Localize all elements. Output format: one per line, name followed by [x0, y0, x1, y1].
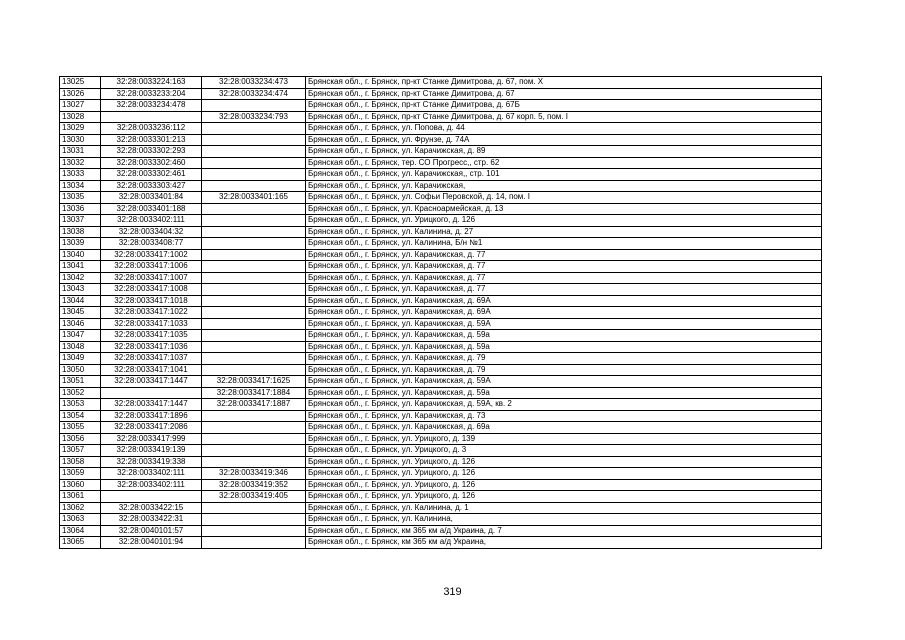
- cadastral-number-cell: 32:28:0033417:1041: [101, 364, 202, 376]
- address-cell: Брянская обл., г. Брянск, ул. Карачижская, д. 89: [306, 146, 822, 158]
- record-number-cell: 13030: [60, 134, 101, 146]
- record-number-cell: 13051: [60, 376, 101, 388]
- cadastral-number-cell: 32:28:0033233:204: [101, 88, 202, 100]
- record-number-cell: 13041: [60, 261, 101, 273]
- cadastral-number-cell: 32:28:0033417:1007: [101, 272, 202, 284]
- table-row: [60, 180, 822, 192]
- cadastral-number-cell: 32:28:0033417:1033: [101, 318, 202, 330]
- cadastral-number-cell: 32:28:0033417:1022: [101, 307, 202, 319]
- related-cadastral-number-cell: [202, 100, 306, 112]
- related-cadastral-number-cell: [202, 284, 306, 296]
- address-cell: Брянская обл., г. Брянск, км 365 км а/д Украина, д. 7: [306, 525, 822, 537]
- cadastral-number-cell: 32:28:0033417:1037: [101, 353, 202, 365]
- cadastral-number-cell: 32:28:0033422:31: [101, 514, 202, 526]
- related-cadastral-number-cell: [202, 169, 306, 181]
- table-row: [60, 491, 822, 503]
- related-cadastral-number-cell: [202, 134, 306, 146]
- address-cell: Брянская обл., г. Брянск, ул. Карачижская, д. 79: [306, 353, 822, 365]
- page-number: 319: [443, 586, 462, 598]
- cadastral-number-cell: 32:28:0033417:1447: [101, 376, 202, 388]
- address-cell: Брянская обл., г. Брянск, ул. Урицкого, д. 126: [306, 479, 822, 491]
- table-row: [60, 433, 822, 445]
- address-cell: Брянская обл., г. Брянск, ул. Калинина, д. 1: [306, 502, 822, 514]
- cadastral-number-cell: 32:28:0033302:461: [101, 169, 202, 181]
- record-number-cell: 13043: [60, 284, 101, 296]
- related-cadastral-number-cell: [202, 203, 306, 215]
- address-cell: Брянская обл., г. Брянск, ул. Калинина,: [306, 514, 822, 526]
- address-cell: Брянская обл., г. Брянск, ул. Карачижская, д. 77: [306, 261, 822, 273]
- table-row: [60, 410, 822, 422]
- record-number-cell: 13029: [60, 123, 101, 135]
- registry-table: [59, 76, 822, 549]
- address-cell: Брянская обл., г. Брянск, ул. Карачижская, д. 79: [306, 364, 822, 376]
- record-number-cell: 13044: [60, 295, 101, 307]
- address-cell: Брянская обл., г. Брянск, пр-кт Станке Димитрова, д. 67 корп. 5, пом. I: [306, 111, 822, 123]
- table-row: [60, 387, 822, 399]
- table-row: [60, 146, 822, 158]
- related-cadastral-number-cell: 32:28:0033417:1887: [202, 399, 306, 411]
- address-cell: Брянская обл., г. Брянск, ул. Карачижская, д. 59А: [306, 376, 822, 388]
- address-cell: Брянская обл., г. Брянск, ул. Карачижская, д. 59А, кв. 2: [306, 399, 822, 411]
- address-cell: Брянская обл., г. Брянск, ул. Карачижская, д. 59а: [306, 387, 822, 399]
- related-cadastral-number-cell: [202, 226, 306, 238]
- table-row: [60, 238, 822, 250]
- record-number-cell: 13048: [60, 341, 101, 353]
- record-number-cell: 13060: [60, 479, 101, 491]
- cadastral-number-cell: 32:28:0033417:2086: [101, 422, 202, 434]
- record-number-cell: 13045: [60, 307, 101, 319]
- record-number-cell: 13033: [60, 169, 101, 181]
- table-row: [60, 261, 822, 273]
- address-cell: Брянская обл., г. Брянск, пр-кт Станке Димитрова, д. 67: [306, 88, 822, 100]
- record-number-cell: 13039: [60, 238, 101, 250]
- address-cell: Брянская обл., г. Брянск, ул. Карачижская, д. 77: [306, 272, 822, 284]
- table-row: [60, 341, 822, 353]
- cadastral-number-cell: 32:28:0033402:111: [101, 468, 202, 480]
- record-number-cell: 13031: [60, 146, 101, 158]
- record-number-cell: 13040: [60, 249, 101, 261]
- table-row: [60, 100, 822, 112]
- cadastral-number-cell: [101, 111, 202, 123]
- cadastral-number-cell: 32:28:0033417:1006: [101, 261, 202, 273]
- cadastral-number-cell: 32:28:0033408:77: [101, 238, 202, 250]
- related-cadastral-number-cell: [202, 422, 306, 434]
- related-cadastral-number-cell: [202, 330, 306, 342]
- related-cadastral-number-cell: [202, 261, 306, 273]
- table-row: [60, 330, 822, 342]
- record-number-cell: 13065: [60, 537, 101, 549]
- table-row: [60, 399, 822, 411]
- related-cadastral-number-cell: 32:28:0033419:405: [202, 491, 306, 503]
- table-row: [60, 468, 822, 480]
- cadastral-number-cell: 32:28:0033401:84: [101, 192, 202, 204]
- cadastral-number-cell: 32:28:0033419:338: [101, 456, 202, 468]
- record-number-cell: 13046: [60, 318, 101, 330]
- record-number-cell: 13053: [60, 399, 101, 411]
- table-row: [60, 88, 822, 100]
- table-row: [60, 134, 822, 146]
- table-row: [60, 479, 822, 491]
- record-number-cell: 13057: [60, 445, 101, 457]
- related-cadastral-number-cell: [202, 249, 306, 261]
- related-cadastral-number-cell: [202, 157, 306, 169]
- related-cadastral-number-cell: [202, 295, 306, 307]
- table-row: [60, 502, 822, 514]
- address-cell: Брянская обл., г. Брянск, ул. Карачижская, д. 77: [306, 284, 822, 296]
- related-cadastral-number-cell: 32:28:0033417:1625: [202, 376, 306, 388]
- address-cell: Брянская обл., г. Брянск, ул. Красноармейская, д. 13: [306, 203, 822, 215]
- address-cell: Брянская обл., г. Брянск, тер. СО Прогресс,, стр. 62: [306, 157, 822, 169]
- cadastral-number-cell: 32:28:0033301:213: [101, 134, 202, 146]
- cadastral-number-cell: 32:28:0033302:460: [101, 157, 202, 169]
- table-row: [60, 456, 822, 468]
- table-row: [60, 525, 822, 537]
- related-cadastral-number-cell: [202, 123, 306, 135]
- cadastral-number-cell: 32:28:0033303:427: [101, 180, 202, 192]
- cadastral-number-cell: 32:28:0033401:188: [101, 203, 202, 215]
- address-cell: Брянская обл., г. Брянск, ул. Карачижская, д. 73: [306, 410, 822, 422]
- related-cadastral-number-cell: [202, 272, 306, 284]
- address-cell: Брянская обл., г. Брянск, км 365 км а/д Украина,: [306, 537, 822, 549]
- table-row: [60, 353, 822, 365]
- table-row: [60, 445, 822, 457]
- table-row: [60, 284, 822, 296]
- address-cell: Брянская обл., г. Брянск, ул. Урицкого, д. 126: [306, 456, 822, 468]
- related-cadastral-number-cell: [202, 215, 306, 227]
- related-cadastral-number-cell: 32:28:0033419:346: [202, 468, 306, 480]
- table-row: [60, 272, 822, 284]
- related-cadastral-number-cell: [202, 364, 306, 376]
- cadastral-number-cell: 32:28:0033419:139: [101, 445, 202, 457]
- address-cell: Брянская обл., г. Брянск, ул. Карачижская,, стр. 101: [306, 169, 822, 181]
- related-cadastral-number-cell: [202, 525, 306, 537]
- record-number-cell: 13052: [60, 387, 101, 399]
- table-row: [60, 514, 822, 526]
- address-cell: Брянская обл., г. Брянск, пр-кт Станке Димитрова, д. 67Б: [306, 100, 822, 112]
- cadastral-number-cell: 32:28:0033404:32: [101, 226, 202, 238]
- record-number-cell: 13032: [60, 157, 101, 169]
- record-number-cell: 13042: [60, 272, 101, 284]
- record-number-cell: 13026: [60, 88, 101, 100]
- record-number-cell: 13025: [60, 77, 101, 89]
- related-cadastral-number-cell: [202, 341, 306, 353]
- registry-table-body: [60, 77, 822, 549]
- related-cadastral-number-cell: [202, 353, 306, 365]
- address-cell: Брянская обл., г. Брянск, ул. Урицкого, д. 126: [306, 468, 822, 480]
- record-number-cell: 13064: [60, 525, 101, 537]
- cadastral-number-cell: 32:28:0033417:1896: [101, 410, 202, 422]
- table-row: [60, 307, 822, 319]
- related-cadastral-number-cell: [202, 514, 306, 526]
- record-number-cell: 13062: [60, 502, 101, 514]
- record-number-cell: 13049: [60, 353, 101, 365]
- table-row: [60, 537, 822, 549]
- cadastral-number-cell: 32:28:0033417:999: [101, 433, 202, 445]
- related-cadastral-number-cell: [202, 318, 306, 330]
- table-row: [60, 169, 822, 181]
- address-cell: Брянская обл., г. Брянск, ул. Карачижская, д. 69А: [306, 295, 822, 307]
- cadastral-number-cell: 32:28:0033224:163: [101, 77, 202, 89]
- related-cadastral-number-cell: [202, 180, 306, 192]
- cadastral-number-cell: [101, 491, 202, 503]
- related-cadastral-number-cell: 32:28:0033417:1884: [202, 387, 306, 399]
- cadastral-number-cell: 32:28:0040101:57: [101, 525, 202, 537]
- related-cadastral-number-cell: [202, 146, 306, 158]
- address-cell: Брянская обл., г. Брянск, ул. Урицкого, д. 126: [306, 215, 822, 227]
- cadastral-number-cell: 32:28:0033236:112: [101, 123, 202, 135]
- related-cadastral-number-cell: 32:28:0033234:793: [202, 111, 306, 123]
- table-row: [60, 111, 822, 123]
- related-cadastral-number-cell: [202, 537, 306, 549]
- address-cell: Брянская обл., г. Брянск, ул. Карачижская, д. 59а: [306, 330, 822, 342]
- address-cell: Брянская обл., г. Брянск, ул. Калинина, д. 27: [306, 226, 822, 238]
- cadastral-number-cell: 32:28:0033417:1002: [101, 249, 202, 261]
- record-number-cell: 13055: [60, 422, 101, 434]
- cadastral-number-cell: 32:28:0033234:478: [101, 100, 202, 112]
- address-cell: Брянская обл., г. Брянск, ул. Карачижская, д. 59А: [306, 318, 822, 330]
- cadastral-number-cell: 32:28:0033417:1447: [101, 399, 202, 411]
- related-cadastral-number-cell: [202, 456, 306, 468]
- table-row: [60, 123, 822, 135]
- table-row: [60, 376, 822, 388]
- address-cell: Брянская обл., г. Брянск, ул. Карачижская, д. 69а: [306, 422, 822, 434]
- related-cadastral-number-cell: [202, 410, 306, 422]
- related-cadastral-number-cell: 32:28:0033401:165: [202, 192, 306, 204]
- cadastral-number-cell: 32:28:0033417:1036: [101, 341, 202, 353]
- address-cell: Брянская обл., г. Брянск, ул. Урицкого, д. 126: [306, 491, 822, 503]
- related-cadastral-number-cell: [202, 445, 306, 457]
- cadastral-number-cell: 32:28:0033417:1035: [101, 330, 202, 342]
- record-number-cell: 13061: [60, 491, 101, 503]
- table-row: [60, 203, 822, 215]
- address-cell: Брянская обл., г. Брянск, ул. Карачижская, д. 69А: [306, 307, 822, 319]
- record-number-cell: 13056: [60, 433, 101, 445]
- cadastral-number-cell: 32:28:0033417:1008: [101, 284, 202, 296]
- cadastral-number-cell: 32:28:0033402:111: [101, 215, 202, 227]
- table-row: [60, 226, 822, 238]
- address-cell: Брянская обл., г. Брянск, ул. Урицкого, д. 139: [306, 433, 822, 445]
- table-row: [60, 249, 822, 261]
- cadastral-number-cell: 32:28:0033422:15: [101, 502, 202, 514]
- record-number-cell: 13054: [60, 410, 101, 422]
- record-number-cell: 13034: [60, 180, 101, 192]
- record-number-cell: 13038: [60, 226, 101, 238]
- table-row: [60, 364, 822, 376]
- table-row: [60, 215, 822, 227]
- cadastral-number-cell: 32:28:0033417:1018: [101, 295, 202, 307]
- cadastral-number-cell: 32:28:0040101:94: [101, 537, 202, 549]
- address-cell: Брянская обл., г. Брянск, ул. Софьи Перовской, д. 14, пом. I: [306, 192, 822, 204]
- table-row: [60, 192, 822, 204]
- record-number-cell: 13047: [60, 330, 101, 342]
- record-number-cell: 13035: [60, 192, 101, 204]
- address-cell: Брянская обл., г. Брянск, ул. Карачижская, д. 59а: [306, 341, 822, 353]
- address-cell: Брянская обл., г. Брянск, ул. Урицкого, д. 3: [306, 445, 822, 457]
- record-number-cell: 13050: [60, 364, 101, 376]
- related-cadastral-number-cell: 32:28:0033234:473: [202, 77, 306, 89]
- related-cadastral-number-cell: 32:28:0033234:474: [202, 88, 306, 100]
- cadastral-number-cell: 32:28:0033402:111: [101, 479, 202, 491]
- record-number-cell: 13058: [60, 456, 101, 468]
- address-cell: Брянская обл., г. Брянск, ул. Калинина, Б/н №1: [306, 238, 822, 250]
- address-cell: Брянская обл., г. Брянск, пр-кт Станке Димитрова, д. 67, пом. X: [306, 77, 822, 89]
- related-cadastral-number-cell: 32:28:0033419:352: [202, 479, 306, 491]
- cadastral-number-cell: 32:28:0033302:293: [101, 146, 202, 158]
- address-cell: Брянская обл., г. Брянск, ул. Карачижская, д. 77: [306, 249, 822, 261]
- related-cadastral-number-cell: [202, 433, 306, 445]
- table-row: [60, 422, 822, 434]
- record-number-cell: 13036: [60, 203, 101, 215]
- table-row: [60, 318, 822, 330]
- address-cell: Брянская обл., г. Брянск, ул. Фрунзе, д. 74А: [306, 134, 822, 146]
- record-number-cell: 13028: [60, 111, 101, 123]
- table-row: [60, 157, 822, 169]
- record-number-cell: 13037: [60, 215, 101, 227]
- table-row: [60, 77, 822, 89]
- record-number-cell: 13063: [60, 514, 101, 526]
- related-cadastral-number-cell: [202, 502, 306, 514]
- related-cadastral-number-cell: [202, 238, 306, 250]
- cadastral-number-cell: [101, 387, 202, 399]
- table-row: [60, 295, 822, 307]
- record-number-cell: 13027: [60, 100, 101, 112]
- address-cell: Брянская обл., г. Брянск, ул. Карачижская,: [306, 180, 822, 192]
- record-number-cell: 13059: [60, 468, 101, 480]
- related-cadastral-number-cell: [202, 307, 306, 319]
- address-cell: Брянская обл., г. Брянск, ул. Попова, д. 44: [306, 123, 822, 135]
